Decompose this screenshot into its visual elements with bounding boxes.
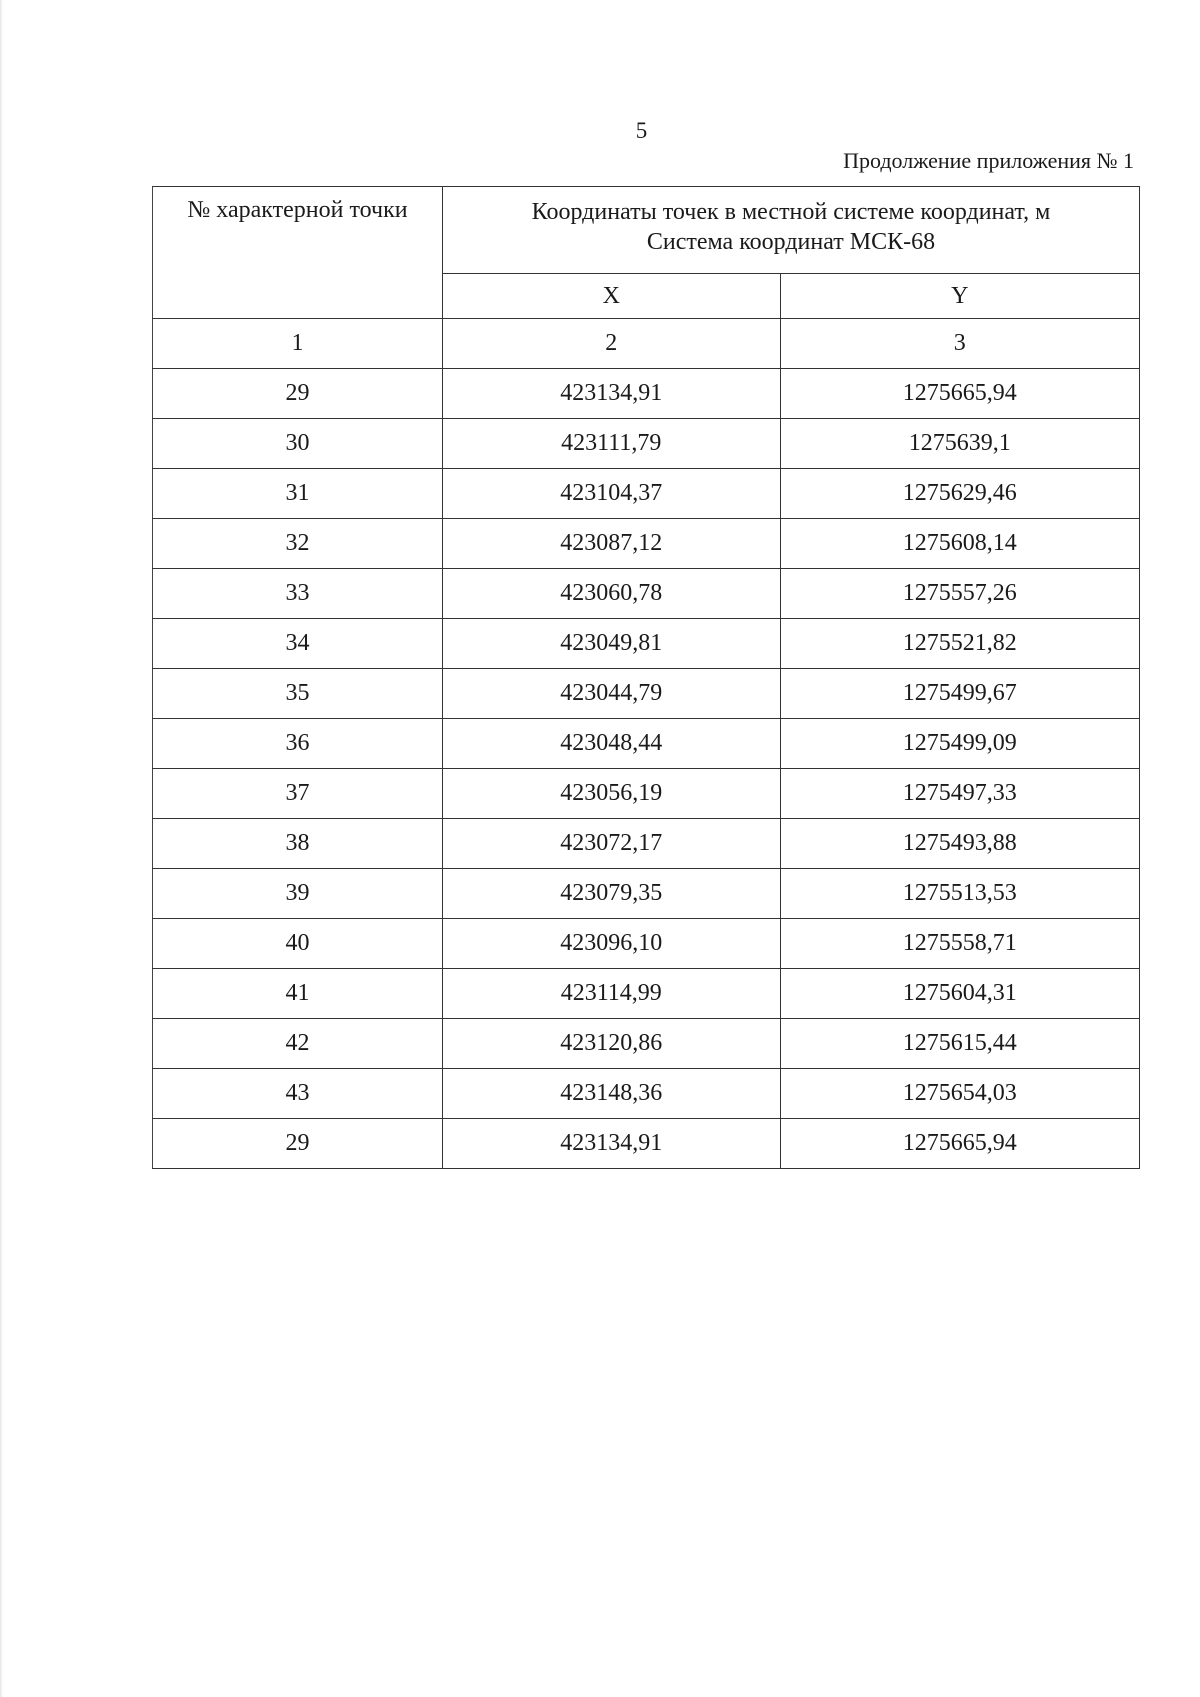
x-coordinate-cell: 423114,99 [442,969,780,1019]
point-number-cell: 36 [153,719,443,769]
table-row [153,919,1140,969]
y-coordinate-cell: 1275615,44 [780,1019,1139,1069]
point-number-cell: 40 [153,919,443,969]
point-number-cell: 32 [153,519,443,569]
table-row [153,1019,1140,1069]
point-number-cell: 38 [153,819,443,869]
point-number-cell: 33 [153,569,443,619]
y-coordinate-cell: 1275608,14 [780,519,1139,569]
table-header-row [153,187,1140,274]
x-coordinate-cell: 423079,35 [442,869,780,919]
header-y: Y [780,274,1139,319]
table-row [153,619,1140,669]
point-number-cell: 34 [153,619,443,669]
x-coordinate-cell: 423104,37 [442,469,780,519]
table-row [153,569,1140,619]
x-coordinate-cell: 423120,86 [442,1019,780,1069]
y-coordinate-cell: 1275521,82 [780,619,1139,669]
table-row [153,519,1140,569]
continuation-caption: Продолжение приложения № 1 [843,148,1134,173]
y-coordinate-cell: 1275497,33 [780,769,1139,819]
x-coordinate-cell: 423148,36 [442,1069,780,1119]
y-coordinate-cell: 1275493,88 [780,819,1139,869]
x-coordinate-cell: 423048,44 [442,719,780,769]
point-number-cell: 29 [153,369,443,419]
table-row [153,969,1140,1019]
header-point-number: № характерной точки [153,187,443,319]
y-coordinate-cell: 1275665,94 [780,369,1139,419]
y-coordinate-cell: 1275639,1 [780,419,1139,469]
x-coordinate-cell: 423096,10 [442,919,780,969]
y-coordinate-cell: 1275629,46 [780,469,1139,519]
x-coordinate-cell: 423087,12 [442,519,780,569]
x-coordinate-cell: 423044,79 [442,669,780,719]
table-row [153,869,1140,919]
y-coordinate-cell: 1275499,67 [780,669,1139,719]
coordinates-table [152,186,1140,1169]
point-number-cell: 42 [153,1019,443,1069]
table-row [153,769,1140,819]
point-number-cell: 39 [153,869,443,919]
x-coordinate-cell: 423056,19 [442,769,780,819]
point-number-cell: 29 [153,1119,443,1169]
x-coordinate-cell: 423060,78 [442,569,780,619]
y-coordinate-cell: 1275557,26 [780,569,1139,619]
column-number-row [153,319,1140,369]
x-coordinate-cell: 423049,81 [442,619,780,669]
y-coordinate-cell: 1275654,03 [780,1069,1139,1119]
table-row [153,719,1140,769]
column-number: 1 [153,319,443,369]
header-x: X [442,274,780,319]
table-row [153,819,1140,869]
x-coordinate-cell: 423072,17 [442,819,780,869]
column-number: 3 [780,319,1139,369]
header-coordinate-system: Система координат МСК-68 [646,229,936,255]
y-coordinate-cell: 1275558,71 [780,919,1139,969]
column-number: 2 [442,319,780,369]
y-coordinate-cell: 1275604,31 [780,969,1139,1019]
point-number-cell: 35 [153,669,443,719]
page-number: 5 [635,118,648,143]
table-row [153,669,1140,719]
table-row [153,369,1140,419]
table-row [153,1069,1140,1119]
y-coordinate-cell: 1275513,53 [780,869,1139,919]
x-coordinate-cell: 423111,79 [442,419,780,469]
header-coordinates [442,187,1139,274]
table-row [153,469,1140,519]
table-row [153,419,1140,469]
scan-edge [0,0,3,1697]
point-number-cell: 41 [153,969,443,1019]
point-number-cell: 43 [153,1069,443,1119]
point-number-cell: 30 [153,419,443,469]
x-coordinate-cell: 423134,91 [442,369,780,419]
point-number-cell: 37 [153,769,443,819]
x-coordinate-cell: 423134,91 [442,1119,780,1169]
table-row [153,1119,1140,1169]
y-coordinate-cell: 1275665,94 [780,1119,1139,1169]
point-number-cell: 31 [153,469,443,519]
y-coordinate-cell: 1275499,09 [780,719,1139,769]
header-coordinates-title: Координаты точек в местной системе координат, м [531,199,1051,225]
